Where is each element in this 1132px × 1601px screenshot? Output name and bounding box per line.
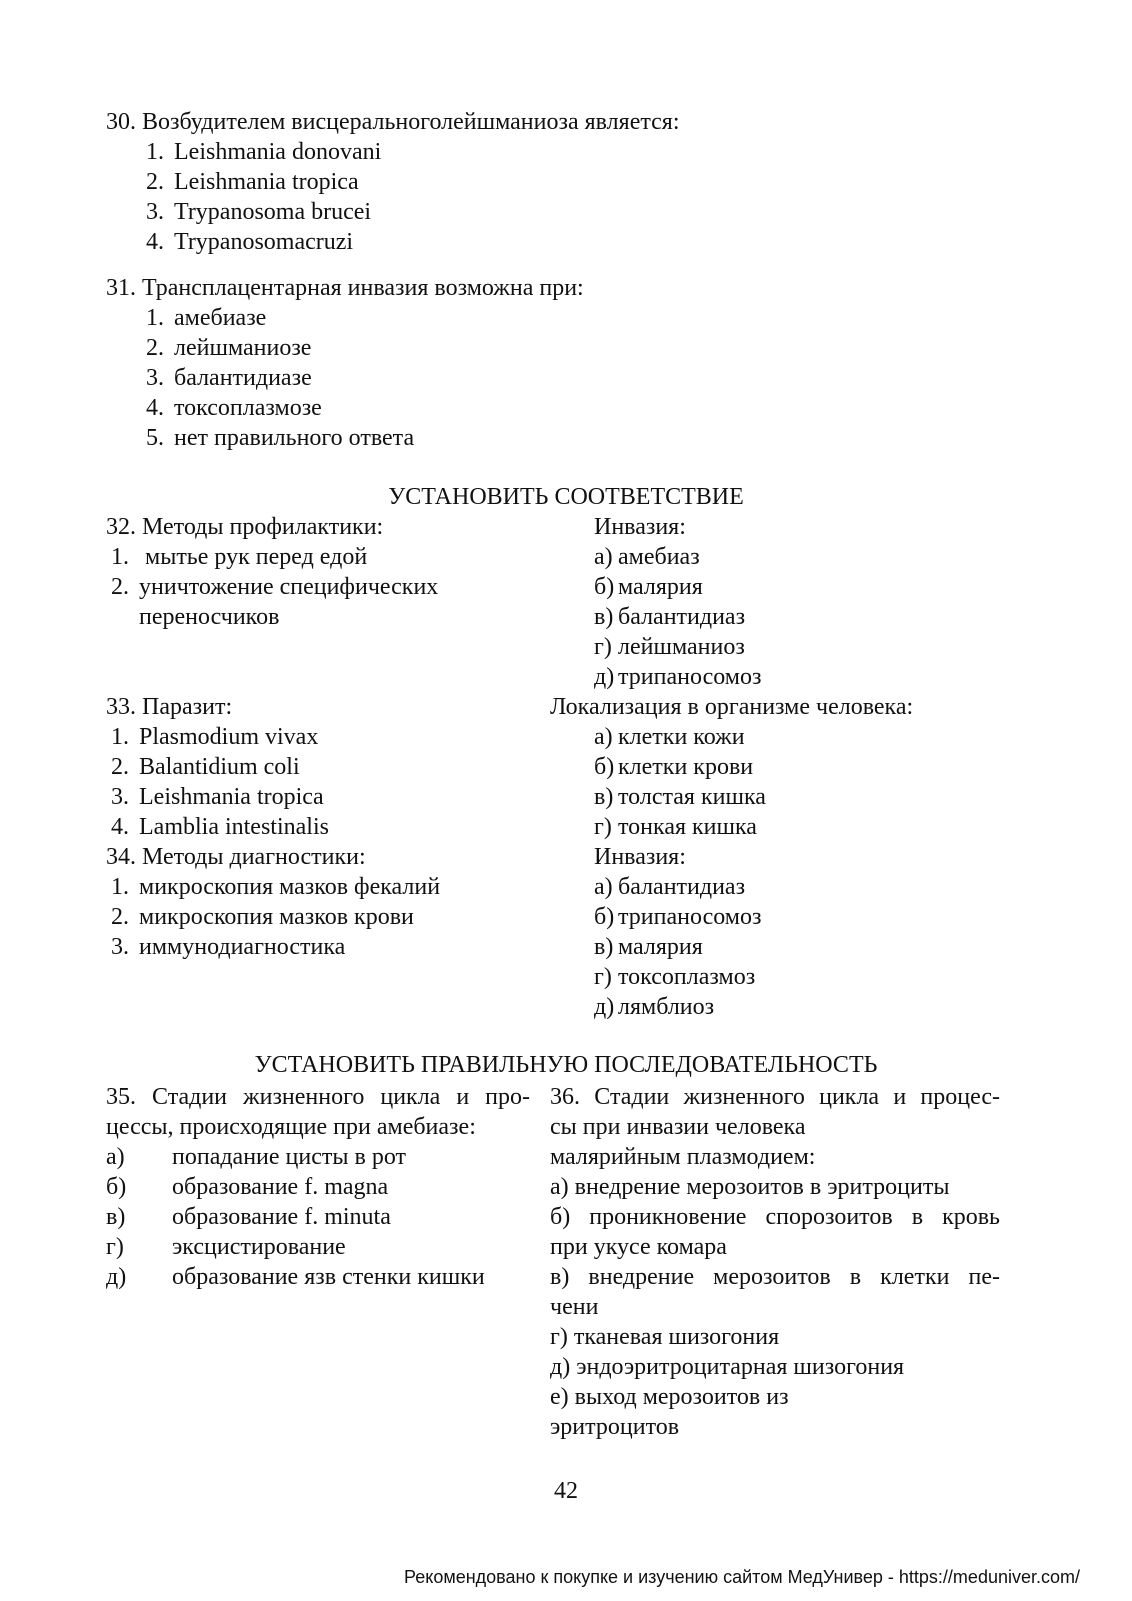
item-marker: 2. (111, 754, 129, 780)
item-text: Lamblia intestinalis (139, 814, 329, 840)
match-right-item (594, 782, 766, 812)
item-text: попадание цисты в рот (172, 1144, 406, 1170)
answer-option (130, 197, 371, 227)
match-left-item (95, 542, 367, 572)
answer-option (130, 363, 312, 393)
item-marker: д) (594, 664, 615, 690)
item-text: Leishmania tropica (174, 169, 359, 195)
item-text: клетки кожи (618, 724, 745, 750)
match-right-item (594, 902, 761, 932)
item-text: микроскопия мазков фекалий (139, 874, 441, 900)
item-marker: 3. (111, 784, 129, 810)
match-right-item (594, 872, 745, 902)
sequence-item (106, 1142, 406, 1172)
item-text: балантидиаз (618, 874, 746, 900)
item-marker: а) (594, 874, 613, 900)
question-36-title: 36. Стадии жизненного цикла и процес- (550, 1084, 1000, 1110)
item-text: образование f. magna (172, 1174, 389, 1200)
item-text: образование f. minuta (172, 1204, 391, 1230)
match-right-item (594, 992, 714, 1022)
answer-option (130, 303, 266, 333)
item-marker: 2. (146, 169, 164, 195)
answer-option (130, 137, 381, 167)
match-left-item (95, 932, 345, 962)
item-text: переносчиков (139, 604, 280, 630)
item-marker: а) (594, 544, 613, 570)
item-text: малярия (618, 574, 703, 600)
item-text: нет правильного ответа (174, 425, 415, 451)
item-text: мытье рук перед едой (139, 544, 368, 570)
match-left-item (95, 902, 414, 932)
item-text: эксцистирование (172, 1234, 346, 1260)
answer-option (130, 167, 359, 197)
item-text: Plasmodium vivax (139, 724, 319, 750)
item-text: образование язв стенки кишки (172, 1264, 485, 1290)
question-33-title: 33. Паразит: (106, 694, 233, 720)
question-36-line: при укусе комара (550, 1234, 727, 1260)
item-text: иммунодиагностика (139, 934, 346, 960)
item-text: Balantidium coli (139, 754, 300, 780)
item-marker: 2. (111, 574, 129, 600)
item-marker: 3. (146, 365, 164, 391)
item-marker: 1. (146, 139, 164, 165)
item-marker: д) (594, 994, 615, 1020)
question-36-line: д) эндоэритроцитарная шизогония (550, 1354, 905, 1380)
item-marker: 1. (146, 305, 164, 331)
match-right-item (594, 572, 703, 602)
question-36-line: сы при инвазии человека (550, 1114, 806, 1140)
item-text: Trypanosomacruzi (174, 229, 354, 255)
item-marker: 2. (146, 335, 164, 361)
item-marker: г) (594, 964, 612, 990)
item-marker: 4. (146, 395, 164, 421)
item-marker: 5. (146, 425, 164, 451)
item-marker: 1. (111, 724, 129, 750)
match-right-item (594, 752, 753, 782)
item-marker: в) (106, 1204, 126, 1230)
item-marker: д) (106, 1264, 127, 1290)
match-left-item (95, 782, 324, 812)
item-marker: 4. (146, 229, 164, 255)
item-text: трипаносомоз (618, 904, 762, 930)
item-marker: 3. (146, 199, 164, 225)
item-text: малярия (618, 934, 703, 960)
item-text: уничтожение специфических (139, 574, 439, 600)
question-34-right-title: Инвазия: (594, 844, 686, 870)
item-text: лейшманиозе (174, 335, 312, 361)
answer-option (130, 423, 414, 453)
match-left-item (95, 602, 279, 632)
sequence-item (106, 1202, 391, 1232)
question-36-line: е) выход мерозоитов из (550, 1384, 789, 1410)
page-number: 42 (554, 1478, 578, 1504)
item-text: Trypanosoma brucei (174, 199, 372, 225)
answer-option (130, 393, 322, 423)
item-text: Leishmania donovani (174, 139, 382, 165)
item-marker: в) (594, 604, 614, 630)
question-35-title-cont: цессы, происходящие при амебиазе: (106, 1114, 476, 1140)
item-text: микроскопия мазков крови (139, 904, 414, 930)
item-text: балантидиазе (174, 365, 312, 391)
question-35-title: 35. Стадии жизненного цикла и про- (106, 1084, 530, 1110)
item-marker: 2. (111, 904, 129, 930)
item-marker: 4. (111, 814, 129, 840)
item-text: балантидиаз (618, 604, 746, 630)
answer-option (130, 227, 353, 257)
match-right-item (594, 932, 703, 962)
question-36-line: б) проникновение спорозоитов в кровь (550, 1204, 1000, 1230)
section-heading-match: УСТАНОВИТЬ СООТВЕТСТВИЕ (388, 484, 744, 510)
answer-option (130, 333, 311, 363)
item-text: толстая кишка (618, 784, 766, 810)
match-right-item (594, 662, 761, 692)
match-left-item (95, 812, 329, 842)
sequence-item (106, 1172, 388, 1202)
sequence-item (106, 1262, 485, 1292)
match-left-item (95, 722, 318, 752)
item-text: тонкая кишка (618, 814, 757, 840)
item-marker: г) (106, 1234, 124, 1260)
item-marker: г) (594, 634, 612, 660)
item-text: Leishmania tropica (139, 784, 324, 810)
question-36-line: г) тканевая шизогония (550, 1324, 780, 1350)
match-right-item (594, 542, 700, 572)
match-left-item (95, 752, 300, 782)
question-32-right-title: Инвазия: (594, 514, 686, 540)
item-marker: а) (594, 724, 613, 750)
item-marker: в) (594, 934, 614, 960)
item-marker: б) (594, 904, 615, 930)
item-text: токсоплазмозе (174, 395, 322, 421)
question-36-line: чени (550, 1294, 599, 1320)
match-right-item (594, 962, 755, 992)
question-30-title: 30. Возбудителем висцеральноголейшманиоза является: (106, 109, 680, 135)
item-text: амебиаз (618, 544, 700, 570)
item-marker: 1. (111, 874, 129, 900)
item-text: амебиазе (174, 305, 267, 331)
item-marker: г) (594, 814, 612, 840)
match-left-item (95, 872, 440, 902)
item-marker: 1. (111, 544, 129, 570)
match-right-item (594, 812, 757, 842)
footer-text: Рекомендовано к покупке и изучению сайтом МедУнивер - https://meduniver.com/ (404, 1567, 1080, 1587)
item-marker: б) (106, 1174, 127, 1200)
question-33-right-title: Локализация в организме человека: (550, 694, 914, 720)
item-text: лейшманиоз (618, 634, 745, 660)
item-marker: в) (594, 784, 614, 810)
question-36-line: в) внедрение мерозоитов в клетки пе- (550, 1264, 1000, 1290)
question-36-line: а) внедрение мерозоитов в эритроциты (550, 1174, 950, 1200)
question-31-title: 31. Трансплацентарная инвазия возможна при: (106, 275, 584, 301)
match-right-item (594, 602, 745, 632)
item-text: клетки крови (618, 754, 754, 780)
match-left-item (95, 572, 438, 602)
item-marker: б) (594, 574, 615, 600)
item-text: токсоплазмоз (618, 964, 756, 990)
match-right-item (594, 632, 745, 662)
question-34-title: 34. Методы диагностики: (106, 844, 366, 870)
match-right-item (594, 722, 745, 752)
item-marker: б) (594, 754, 615, 780)
item-marker: 3. (111, 934, 129, 960)
item-marker: а) (106, 1144, 125, 1170)
question-36-line: эритроцитов (550, 1414, 680, 1440)
section-heading-sequence: УСТАНОВИТЬ ПРАВИЛЬНУЮ ПОСЛЕДОВАТЕЛЬНОСТЬ (254, 1052, 878, 1078)
sequence-item (106, 1232, 346, 1262)
item-text: лямблиоз (618, 994, 715, 1020)
item-text: трипаносомоз (618, 664, 762, 690)
question-32-title: 32. Методы профилактики: (106, 514, 384, 540)
question-36-line: малярийным плазмодием: (550, 1144, 816, 1170)
